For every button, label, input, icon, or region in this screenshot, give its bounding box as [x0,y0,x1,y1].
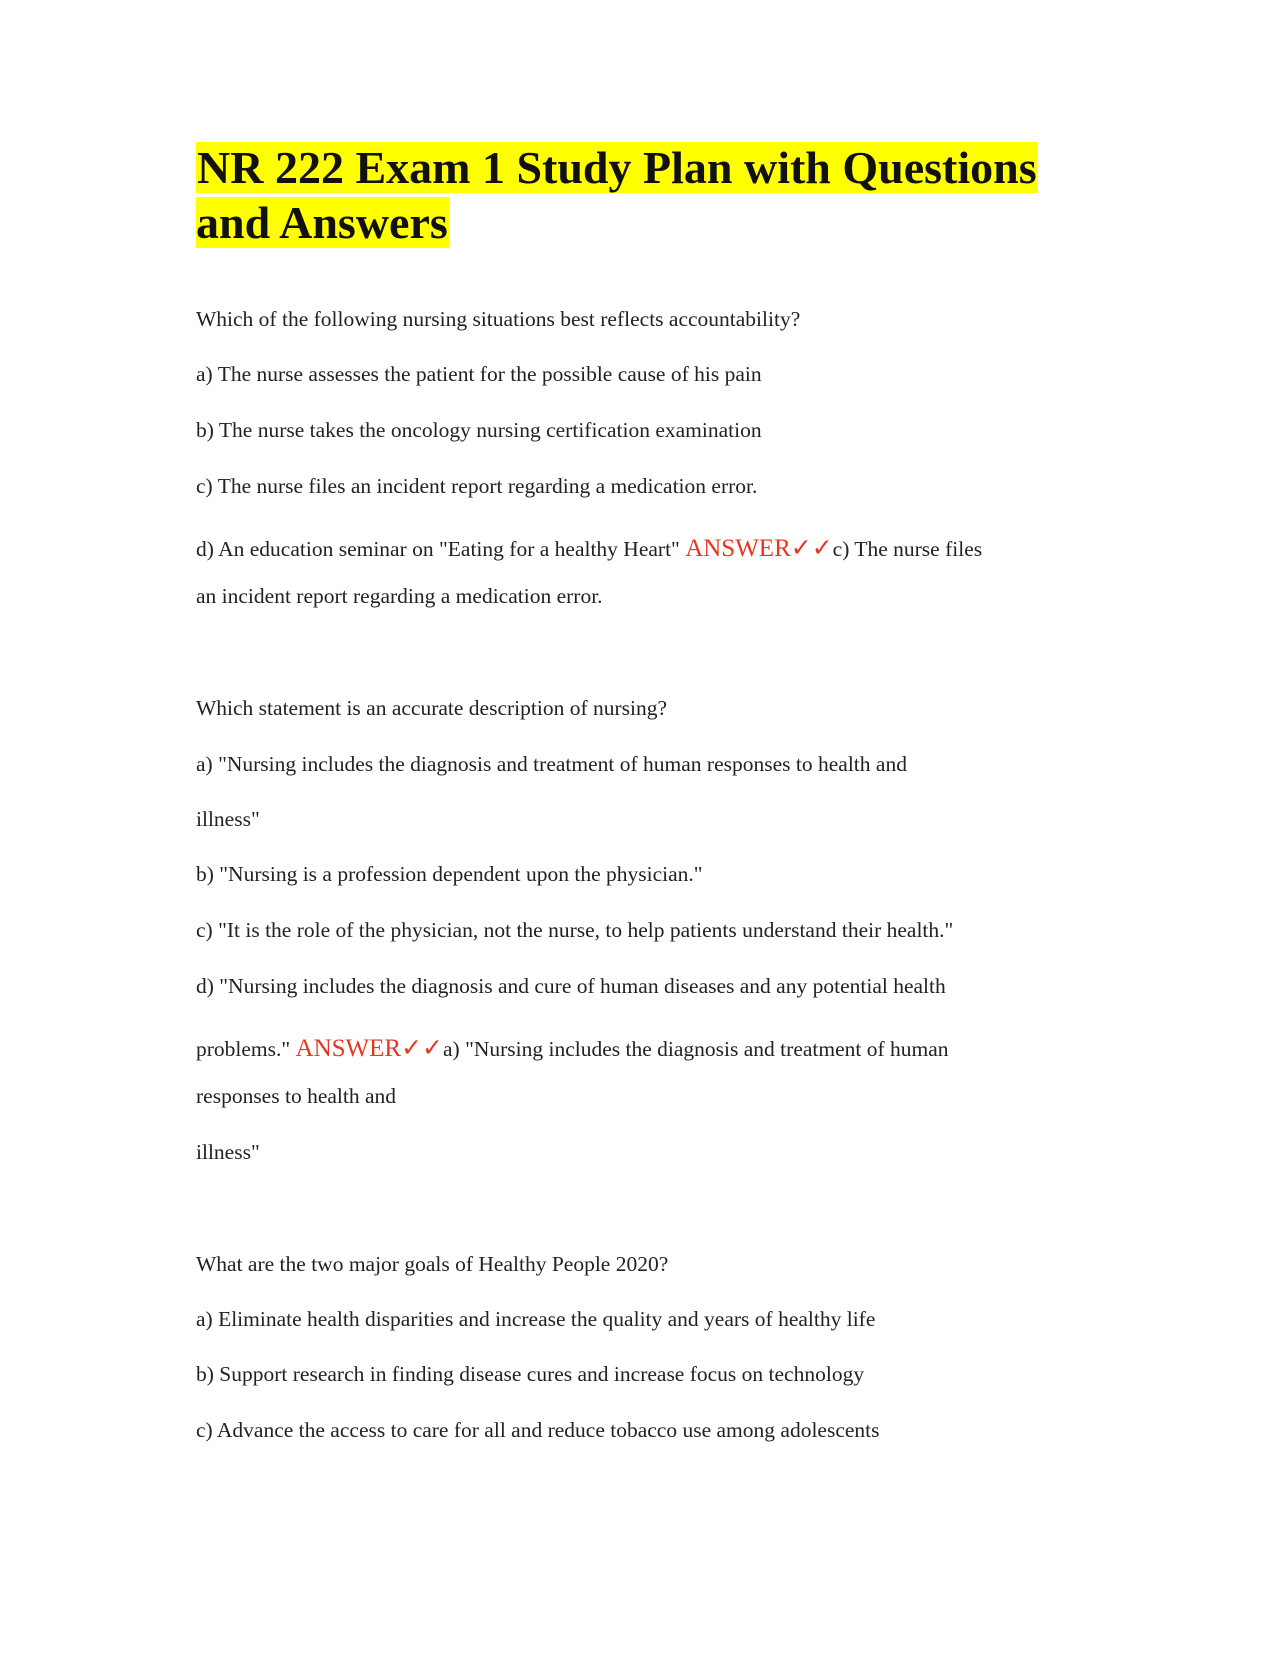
q2-option-a: a) "Nursing includes the diagnosis and treatment of human responses to health and [196,752,907,776]
answer-label: ANSWER✓✓ [295,1035,443,1062]
q1-answer-cont: an incident report regarding a medication error. [196,584,603,608]
q3-option-a: a) Eliminate health disparities and increase the quality and years of healthy life [196,1307,876,1331]
q3-option-c: c) Advance the access to care for all and reduce tobacco use among adolescents [196,1418,880,1442]
q2-option-d-end: problems." [196,1037,291,1061]
q2-answer-cont: responses to health and [196,1084,397,1108]
q1-option-d [196,536,982,562]
q2-option-c: c) "It is the role of the physician, not the nurse, to help patients understand their health." [196,918,954,942]
q1-option-c: c) The nurse files an incident report regarding a medication error. [196,474,758,498]
q3-option-b: b) Support research in finding disease cures and increase focus on technology [196,1362,865,1386]
question-3: What are the two major goals of Healthy People 2020? [196,1252,669,1276]
q1-option-d-text: d) An education seminar on "Eating for a healthy Heart" [196,537,680,561]
q2-option-b: b) "Nursing is a profession dependent upon the physician." [196,862,703,886]
q2-answer: a) "Nursing includes the diagnosis and treatment of human [443,1037,949,1061]
page-title: NR 222 Exam 1 Study Plan with Questions and Answers [196,142,1037,248]
question-2: Which statement is an accurate description of nursing? [196,696,668,720]
q2-answer-cont2: illness" [196,1140,260,1164]
q1-answer: c) The nurse files [832,537,983,561]
q1-option-b: b) The nurse takes the oncology nursing certification examination [196,418,762,442]
answer-label: ANSWER✓✓ [685,535,833,562]
q1-option-a: a) The nurse assesses the patient for the possible cause of his pain [196,362,762,386]
q2-option-a-cont: illness" [196,807,260,831]
q2-option-d: d) "Nursing includes the diagnosis and cure of human diseases and any potential health [196,974,946,998]
q2-option-d-cont [196,1036,949,1062]
question-1: Which of the following nursing situations best reflects accountability? [196,307,801,331]
